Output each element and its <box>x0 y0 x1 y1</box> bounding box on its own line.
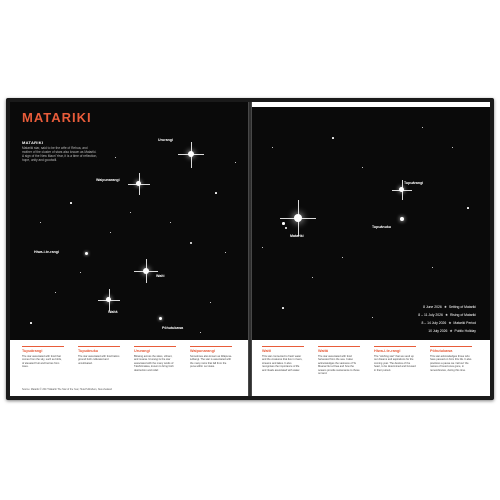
background-star <box>40 222 41 223</box>
column-ururangi <box>134 346 176 372</box>
cluster-star <box>282 222 285 225</box>
column-title: Waiti <box>262 349 271 353</box>
column-text: This star acknowledges those who have passed on from this life. It also practices a pause we 'call out' the names of loved ones gone, in remembrance, during this time. <box>430 355 472 372</box>
date-row <box>418 327 476 335</box>
star-label-waita: Waitā <box>108 310 118 314</box>
background-star <box>282 307 284 309</box>
column-text: The star associated with food harvested from the sea. It also acknowledges the vastness of Te Moana Nui a Kiwa and how the oceans provide sustenance to those on land. <box>318 355 360 376</box>
star-tupuanuku <box>400 217 404 221</box>
date-value: 8 – 14 July 2026 <box>421 321 447 325</box>
star-bullet-icon: ★ <box>449 329 453 333</box>
background-star <box>272 147 273 148</box>
intro-heading: MATARIKI <box>22 140 44 145</box>
background-star <box>130 212 131 213</box>
star-hiwa <box>85 252 88 255</box>
background-star <box>262 247 263 248</box>
background-star <box>422 127 423 128</box>
date-value: 8 – 11 July 2026 <box>418 313 443 317</box>
column-rule <box>318 346 360 347</box>
star-waita <box>106 297 111 302</box>
background-star <box>467 207 469 209</box>
background-star <box>80 272 81 273</box>
background-star <box>170 222 171 223</box>
star-descriptions-right <box>252 346 490 394</box>
date-value: 8 June 2026 <box>423 305 442 309</box>
page-title: MATARIKI <box>22 110 92 125</box>
column-text: Sometimes also known as Waipuna-ā-Rangi. The star is associated with the many rains that fall from the puna within our skies. <box>190 355 232 369</box>
star-label-matariki: Matariki <box>290 234 304 238</box>
column-title: Pōhutukawa <box>430 349 453 353</box>
intro-body: Matariki star, said to be the wife of Rehua, and mother of the cluster of stars also known as Matariki. A sign of the New Maori Year, it is a time of reflection, hope, unity and goodwill. <box>22 146 98 162</box>
background-star <box>115 157 116 158</box>
background-star <box>55 292 56 293</box>
background-star <box>312 277 313 278</box>
background-star <box>332 137 334 139</box>
date-row <box>418 319 476 327</box>
date-event: Public Holiday <box>454 329 476 333</box>
right-page <box>252 102 490 396</box>
background-star <box>30 322 32 324</box>
column-rule <box>374 346 416 347</box>
star-waiti <box>143 268 149 274</box>
star-label-waiti: Waiti <box>156 274 165 278</box>
star-bullet-icon: ★ <box>448 321 452 325</box>
date-row <box>418 303 476 311</box>
star-tupuarangi <box>399 187 404 192</box>
star-ururangi <box>188 151 194 157</box>
background-star <box>200 332 201 333</box>
star-descriptions-left <box>10 346 248 394</box>
column-title: Ururangi <box>134 349 150 353</box>
star-label-pohutukawa: Pōhutukawa <box>162 326 184 330</box>
column-rule <box>190 346 232 347</box>
column-rule <box>78 346 120 347</box>
date-event: Rising of Matariki <box>449 313 476 317</box>
date-event: Matariki Period <box>453 321 476 325</box>
background-star <box>452 147 453 148</box>
column-text: The star associated with food that comes from the sky, such as birds, of elevated fruit and berries from trees. <box>22 355 62 369</box>
star-matariki <box>294 214 302 222</box>
column-hiwa-i-te-rangi <box>374 346 416 372</box>
star-pohutukawa <box>159 317 162 320</box>
column-title: Tupuānuku <box>78 349 99 353</box>
left-page <box>10 102 248 396</box>
background-star <box>215 192 217 194</box>
column-tupuarangi <box>22 346 64 369</box>
column-waiti <box>262 346 304 372</box>
star-waipunarangi <box>136 181 141 186</box>
background-star <box>362 167 363 168</box>
background-star <box>225 252 226 253</box>
background-star <box>70 202 72 204</box>
column-rule <box>262 346 304 347</box>
background-star <box>372 317 373 318</box>
night-sky-left <box>10 102 248 340</box>
column-rule <box>430 346 472 347</box>
date-row <box>418 311 476 319</box>
column-waita <box>318 346 360 375</box>
column-title: Hiwa-i-te-rangi <box>374 349 401 353</box>
background-star <box>190 242 192 244</box>
column-tupuanuku <box>78 346 120 365</box>
star-bullet-icon: ★ <box>443 305 447 309</box>
star-label-tupuarangi: Tupuārangi <box>404 181 424 185</box>
background-star <box>432 267 433 268</box>
star-label-hiwa: Hiwa-i-te-rangi <box>34 250 59 254</box>
background-star <box>110 232 111 233</box>
column-rule <box>22 346 64 347</box>
column-rule <box>134 346 176 347</box>
matariki-dates <box>418 303 476 335</box>
date-value: 10 July 2026 <box>428 329 448 333</box>
column-text: This star connected to fresh water and the creatures that live in rivers, streams and lakes. It also recognises the importance of life and rituals associated with water. <box>262 355 303 372</box>
column-text: The star associated with food balms ground both cultivated and uncultivated. <box>78 355 120 365</box>
open-book <box>6 98 494 400</box>
star-label-tupuanuku: Tupuānuku <box>372 225 392 229</box>
column-pohutukawa <box>430 346 472 372</box>
cluster-star <box>285 227 287 229</box>
column-text: Blowing across the skies, vibrant, and moana. Ururangi is the star associated with the many winds of Tāwhirimātea, known to bring both destruction and relief. <box>134 355 174 372</box>
date-event: Setting of Matariki <box>448 305 476 309</box>
background-star <box>210 302 211 303</box>
column-title: Waipunarangi <box>190 349 215 353</box>
source-credit: Source: Matariki © 2017 Matariki The Star of the Year, Huia Publishers, New Zealand <box>22 388 112 391</box>
night-sky-right <box>252 107 490 340</box>
background-star <box>235 162 236 163</box>
column-title: Waitā <box>318 349 328 353</box>
column-text: The "wishing star" that we send up our dreams and aspirations for the coming year. The desires of the heart, to be determined and focused in their pursuit. <box>374 355 416 372</box>
star-label-ururangi: Ururangi <box>158 138 173 142</box>
column-waipunarangi <box>190 346 232 369</box>
column-title: Tupuārangi <box>22 349 43 353</box>
background-star <box>342 257 343 258</box>
star-bullet-icon: ★ <box>444 313 448 317</box>
star-label-waipunarangi: Waipunarangi <box>96 178 120 182</box>
